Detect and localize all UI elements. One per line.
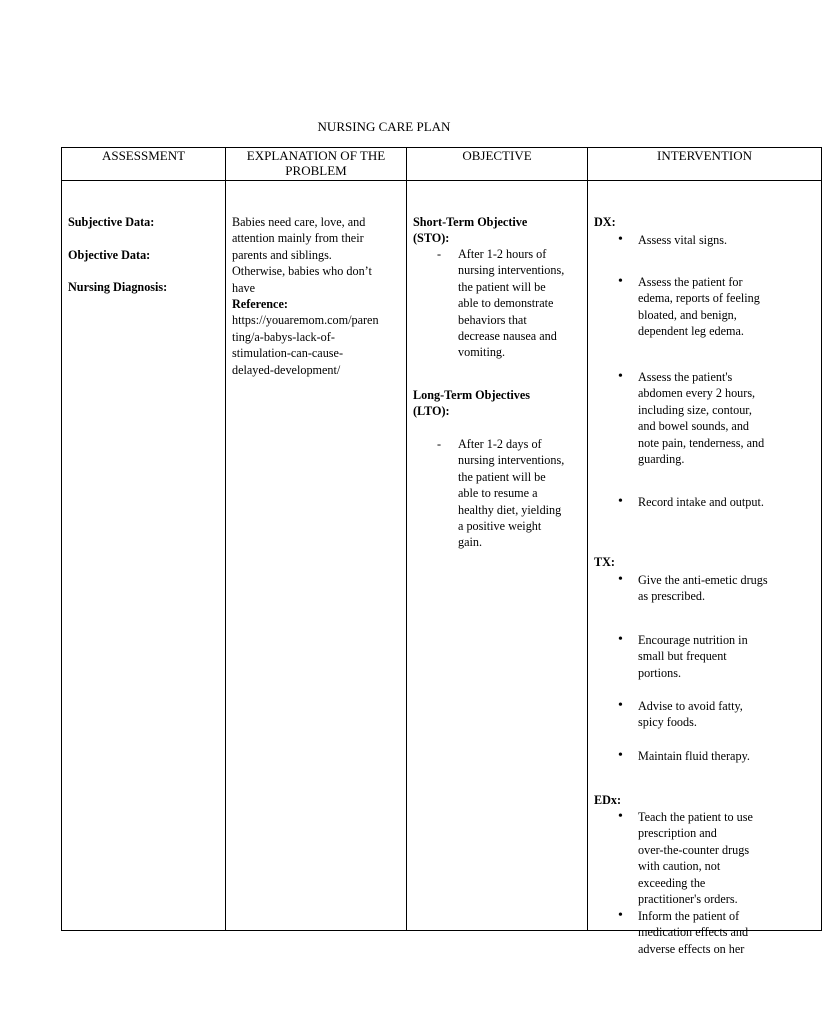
dx-label: DX: — [594, 215, 616, 229]
tx-item-line: • Advise to avoid fatty, — [638, 699, 743, 713]
reference-url-line: ting/a-babys-lack-of- — [232, 329, 335, 344]
dx-item-line: bloated, and benign, — [638, 307, 737, 322]
lto-line: the patient will be — [458, 469, 546, 484]
dx-item-line: • Assess the patient for — [638, 275, 743, 289]
dx-item-line: • Assess the patient's — [638, 370, 733, 384]
dx-item-line: • Assess vital signs. — [638, 233, 728, 247]
reference-url-line: stimulation-can-cause- — [232, 346, 343, 361]
sto-line: nursing interventions, — [458, 263, 565, 278]
dx-item — [618, 369, 764, 467]
sto-heading-line-1: Short-Term Objective — [413, 215, 528, 229]
dx-item-line: guarding. — [638, 452, 685, 467]
edx-item-line: practitioner's orders. — [638, 892, 738, 907]
tx-item — [618, 632, 748, 681]
header-explanation — [226, 148, 407, 181]
edx-item-line: • Teach the patient to use — [638, 810, 753, 824]
sto-heading — [413, 214, 527, 247]
edx-item-line: medication effects and — [638, 925, 749, 940]
dx-item-line: edema, reports of feeling — [638, 291, 760, 306]
nursing-diagnosis-label: Nursing Diagnosis: — [68, 280, 168, 294]
page-title: NURSING CARE PLAN — [317, 119, 451, 134]
lto-heading-line-1: Long-Term Objectives — [413, 388, 531, 402]
dx-item — [618, 232, 727, 248]
lto-line: nursing interventions, — [458, 453, 565, 468]
nursing-care-plan-table — [61, 147, 822, 956]
explanation-line: parents and siblings. — [232, 247, 332, 262]
dx-item-line: dependent leg edema. — [638, 324, 744, 339]
tx-item-line: • Give the anti-emetic drugs — [638, 573, 768, 587]
reference-url-line: https://youaremom.com/paren — [232, 313, 379, 328]
edx-item-line: • Inform the patient of — [638, 909, 740, 923]
explanation-cell — [226, 181, 407, 931]
tx-item-line: portions. — [638, 665, 681, 680]
tx-item-line: • Maintain fluid therapy. — [638, 749, 750, 763]
intervention-cell — [588, 181, 822, 956]
tx-item-line: • Encourage nutrition in — [638, 633, 748, 647]
edx-item — [618, 809, 753, 907]
subjective-data-label: Subjective Data: — [68, 215, 155, 229]
sto-text — [458, 246, 564, 361]
explanation-line: Babies need care, love, and — [232, 215, 366, 229]
reference-url-line: delayed-development/ — [232, 362, 341, 377]
header-explanation-line-1: EXPLANATION OF THE — [246, 148, 386, 163]
edx-item — [618, 908, 748, 957]
edx-item-line: with caution, not — [638, 859, 721, 874]
header-objective: OBJECTIVE — [407, 148, 588, 181]
sto-dash: - — [437, 247, 442, 261]
objective-data-label: Objective Data: — [68, 248, 151, 262]
tx-item — [618, 748, 750, 764]
tx-label: TX: — [594, 555, 615, 569]
lto-line: healthy diet, yielding — [458, 502, 562, 517]
objective-cell — [407, 181, 588, 931]
sto-line: vomiting. — [458, 345, 506, 360]
dx-item — [618, 274, 760, 340]
tx-item-line: as prescribed. — [638, 589, 706, 604]
edx-item-line: prescription and — [638, 826, 717, 841]
explanation-text — [232, 214, 379, 378]
sto-line: the patient will be — [458, 279, 546, 294]
tx-item-line: spicy foods. — [638, 715, 697, 730]
sto-line: able to demonstrate — [458, 296, 554, 311]
tx-item — [618, 698, 743, 731]
dx-item-line: including size, contour, — [638, 402, 752, 417]
lto-heading — [413, 387, 530, 420]
assessment-cell — [62, 181, 226, 931]
header-intervention: INTERVENTION — [588, 148, 822, 181]
edx-item-line: exceeding the — [638, 875, 706, 890]
tx-item-line: small but frequent — [638, 649, 727, 664]
header-assessment: ASSESSMENT — [62, 148, 226, 181]
sto-line: behaviors that — [458, 312, 527, 327]
explanation-line: have — [232, 280, 256, 295]
content-row — [62, 181, 822, 931]
dx-item-line: note pain, tenderness, and — [638, 435, 765, 450]
lto-line: able to resume a — [458, 486, 538, 501]
lto-text — [458, 436, 564, 551]
sto-line: After 1-2 hours of — [458, 247, 547, 261]
sto-line: decrease nausea and — [458, 329, 557, 344]
edx-item-line: over-the-counter drugs — [638, 842, 750, 857]
lto-line: gain. — [458, 535, 483, 550]
lto-dash: - — [437, 437, 442, 451]
edx-item-line: adverse effects on her — [638, 941, 745, 956]
reference-label: Reference: — [232, 297, 288, 312]
explanation-line: attention mainly from their — [232, 231, 364, 246]
edx-label: EDx: — [594, 793, 622, 807]
dx-item-line: • Record intake and output. — [638, 495, 764, 509]
lto-heading-line-2: (LTO): — [413, 404, 450, 419]
dx-item-line: abdomen every 2 hours, — [638, 386, 756, 401]
dx-item-line: and bowel sounds, and — [638, 419, 750, 434]
header-explanation-line-2: PROBLEM — [285, 163, 347, 178]
header-row — [62, 148, 822, 181]
explanation-line: Otherwise, babies who don’t — [232, 264, 372, 279]
sto-heading-line-2: (STO): — [413, 231, 450, 246]
lto-line: After 1-2 days of — [458, 437, 542, 451]
lto-line: a positive weight — [458, 519, 542, 534]
dx-item — [618, 494, 764, 510]
tx-item — [618, 572, 768, 605]
